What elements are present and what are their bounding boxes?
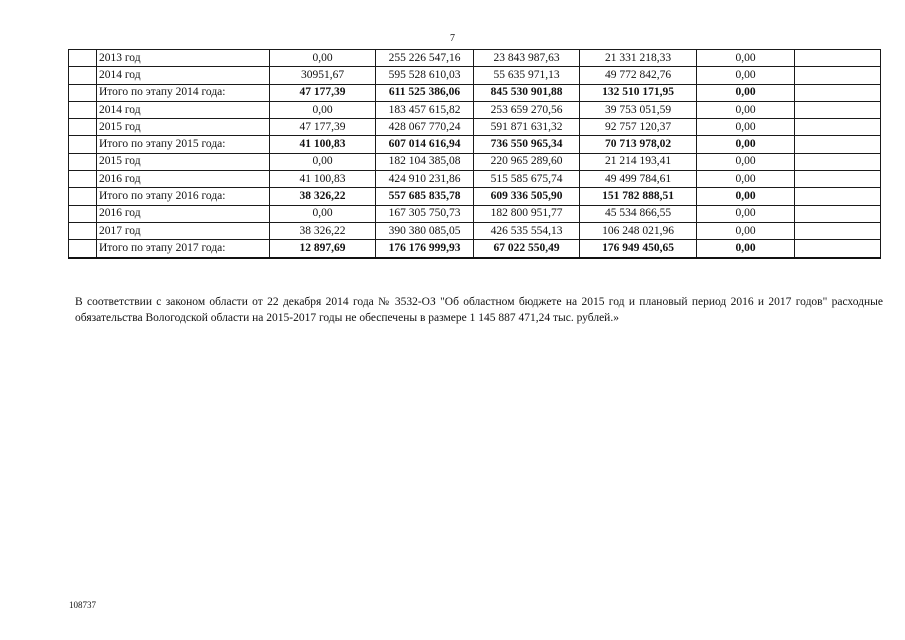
table-row xyxy=(69,205,881,222)
empty-trailing-cell xyxy=(795,101,881,118)
value-cell: 426 535 554,13 xyxy=(474,222,580,239)
value-cell: 41 100,83 xyxy=(270,136,376,153)
value-cell: 70 713 978,02 xyxy=(580,136,697,153)
row-indent-cell xyxy=(69,136,97,153)
table-row xyxy=(69,222,881,239)
value-cell: 0,00 xyxy=(697,240,795,258)
value-cell: 183 457 615,82 xyxy=(376,101,474,118)
value-cell: 253 659 270,56 xyxy=(474,101,580,118)
empty-trailing-cell xyxy=(795,153,881,170)
table-row xyxy=(69,50,881,67)
row-label: Итого по этапу 2017 года: xyxy=(97,240,270,258)
value-cell: 609 336 505,90 xyxy=(474,188,580,205)
value-cell: 611 525 386,06 xyxy=(376,84,474,101)
empty-trailing-cell xyxy=(795,205,881,222)
value-cell: 220 965 289,60 xyxy=(474,153,580,170)
value-cell: 47 177,39 xyxy=(270,119,376,136)
row-label: 2017 год xyxy=(97,222,270,239)
row-indent-cell xyxy=(69,50,97,67)
table-total-row xyxy=(69,188,881,205)
value-cell: 182 800 951,77 xyxy=(474,205,580,222)
budget-table xyxy=(68,49,881,259)
value-cell: 607 014 616,94 xyxy=(376,136,474,153)
table-body xyxy=(69,50,881,258)
value-cell: 49 499 784,61 xyxy=(580,171,697,188)
row-label: Итого по этапу 2016 года: xyxy=(97,188,270,205)
row-indent-cell xyxy=(69,101,97,118)
value-cell: 845 530 901,88 xyxy=(474,84,580,101)
row-label: 2016 год xyxy=(97,171,270,188)
table-row xyxy=(69,171,881,188)
row-label: 2014 год xyxy=(97,101,270,118)
value-cell: 0,00 xyxy=(270,153,376,170)
value-cell: 30951,67 xyxy=(270,67,376,84)
table-total-row xyxy=(69,240,881,258)
value-cell: 41 100,83 xyxy=(270,171,376,188)
value-cell: 21 214 193,41 xyxy=(580,153,697,170)
empty-trailing-cell xyxy=(795,67,881,84)
row-indent-cell xyxy=(69,84,97,101)
empty-trailing-cell xyxy=(795,188,881,205)
value-cell: 0,00 xyxy=(697,136,795,153)
value-cell: 67 022 550,49 xyxy=(474,240,580,258)
row-label: 2016 год xyxy=(97,205,270,222)
value-cell: 106 248 021,96 xyxy=(580,222,697,239)
value-cell: 595 528 610,03 xyxy=(376,67,474,84)
row-label: 2013 год xyxy=(97,50,270,67)
empty-trailing-cell xyxy=(795,119,881,136)
value-cell: 182 104 385,08 xyxy=(376,153,474,170)
value-cell: 92 757 120,37 xyxy=(580,119,697,136)
value-cell: 176 176 999,93 xyxy=(376,240,474,258)
empty-trailing-cell xyxy=(795,84,881,101)
value-cell: 45 534 866,55 xyxy=(580,205,697,222)
value-cell: 515 585 675,74 xyxy=(474,171,580,188)
value-cell: 151 782 888,51 xyxy=(580,188,697,205)
table-total-row xyxy=(69,136,881,153)
row-indent-cell xyxy=(69,171,97,188)
document-code: 108737 xyxy=(69,600,96,610)
row-label: 2014 год xyxy=(97,67,270,84)
value-cell: 0,00 xyxy=(697,119,795,136)
value-cell: 591 871 631,32 xyxy=(474,119,580,136)
value-cell: 0,00 xyxy=(270,50,376,67)
value-cell: 0,00 xyxy=(697,188,795,205)
value-cell: 47 177,39 xyxy=(270,84,376,101)
row-indent-cell xyxy=(69,205,97,222)
table-row xyxy=(69,119,881,136)
row-indent-cell xyxy=(69,188,97,205)
row-label: Итого по этапу 2015 года: xyxy=(97,136,270,153)
value-cell: 132 510 171,95 xyxy=(580,84,697,101)
value-cell: 0,00 xyxy=(270,205,376,222)
table-row xyxy=(69,67,881,84)
value-cell: 390 380 085,05 xyxy=(376,222,474,239)
value-cell: 424 910 231,86 xyxy=(376,171,474,188)
value-cell: 39 753 051,59 xyxy=(580,101,697,118)
value-cell: 557 685 835,78 xyxy=(376,188,474,205)
funding-paragraph: В соответствии с законом области от 22 декабря 2014 года № 3532-ОЗ "Об областном бюджете на 2015 год и плановый период 2016 и 2017 годов" расходные обязательства Вологодской области на 2015-2017 годы не обеспечены в размере 1 145 887 471,24 тыс. рублей.» xyxy=(75,296,883,324)
row-label: 2015 год xyxy=(97,119,270,136)
row-label: 2015 год xyxy=(97,153,270,170)
value-cell: 0,00 xyxy=(697,171,795,188)
value-cell: 38 326,22 xyxy=(270,222,376,239)
value-cell: 0,00 xyxy=(697,67,795,84)
table-total-row xyxy=(69,84,881,101)
empty-trailing-cell xyxy=(795,171,881,188)
empty-trailing-cell xyxy=(795,222,881,239)
value-cell: 0,00 xyxy=(697,153,795,170)
empty-trailing-cell xyxy=(795,240,881,258)
value-cell: 736 550 965,34 xyxy=(474,136,580,153)
value-cell: 12 897,69 xyxy=(270,240,376,258)
value-cell: 176 949 450,65 xyxy=(580,240,697,258)
value-cell: 0,00 xyxy=(697,222,795,239)
row-indent-cell xyxy=(69,119,97,136)
row-indent-cell xyxy=(69,240,97,258)
row-indent-cell xyxy=(69,222,97,239)
row-indent-cell xyxy=(69,153,97,170)
row-indent-cell xyxy=(69,67,97,84)
table-row xyxy=(69,153,881,170)
table-row xyxy=(69,101,881,118)
empty-trailing-cell xyxy=(795,136,881,153)
row-label: Итого по этапу 2014 года: xyxy=(97,84,270,101)
value-cell: 49 772 842,76 xyxy=(580,67,697,84)
value-cell: 55 635 971,13 xyxy=(474,67,580,84)
value-cell: 0,00 xyxy=(697,205,795,222)
value-cell: 255 226 547,16 xyxy=(376,50,474,67)
empty-trailing-cell xyxy=(795,50,881,67)
page-number: 7 xyxy=(450,33,455,44)
value-cell: 167 305 750,73 xyxy=(376,205,474,222)
value-cell: 428 067 770,24 xyxy=(376,119,474,136)
value-cell: 0,00 xyxy=(270,101,376,118)
value-cell: 0,00 xyxy=(697,84,795,101)
value-cell: 0,00 xyxy=(697,101,795,118)
value-cell: 21 331 218,33 xyxy=(580,50,697,67)
value-cell: 38 326,22 xyxy=(270,188,376,205)
value-cell: 0,00 xyxy=(697,50,795,67)
value-cell: 23 843 987,63 xyxy=(474,50,580,67)
